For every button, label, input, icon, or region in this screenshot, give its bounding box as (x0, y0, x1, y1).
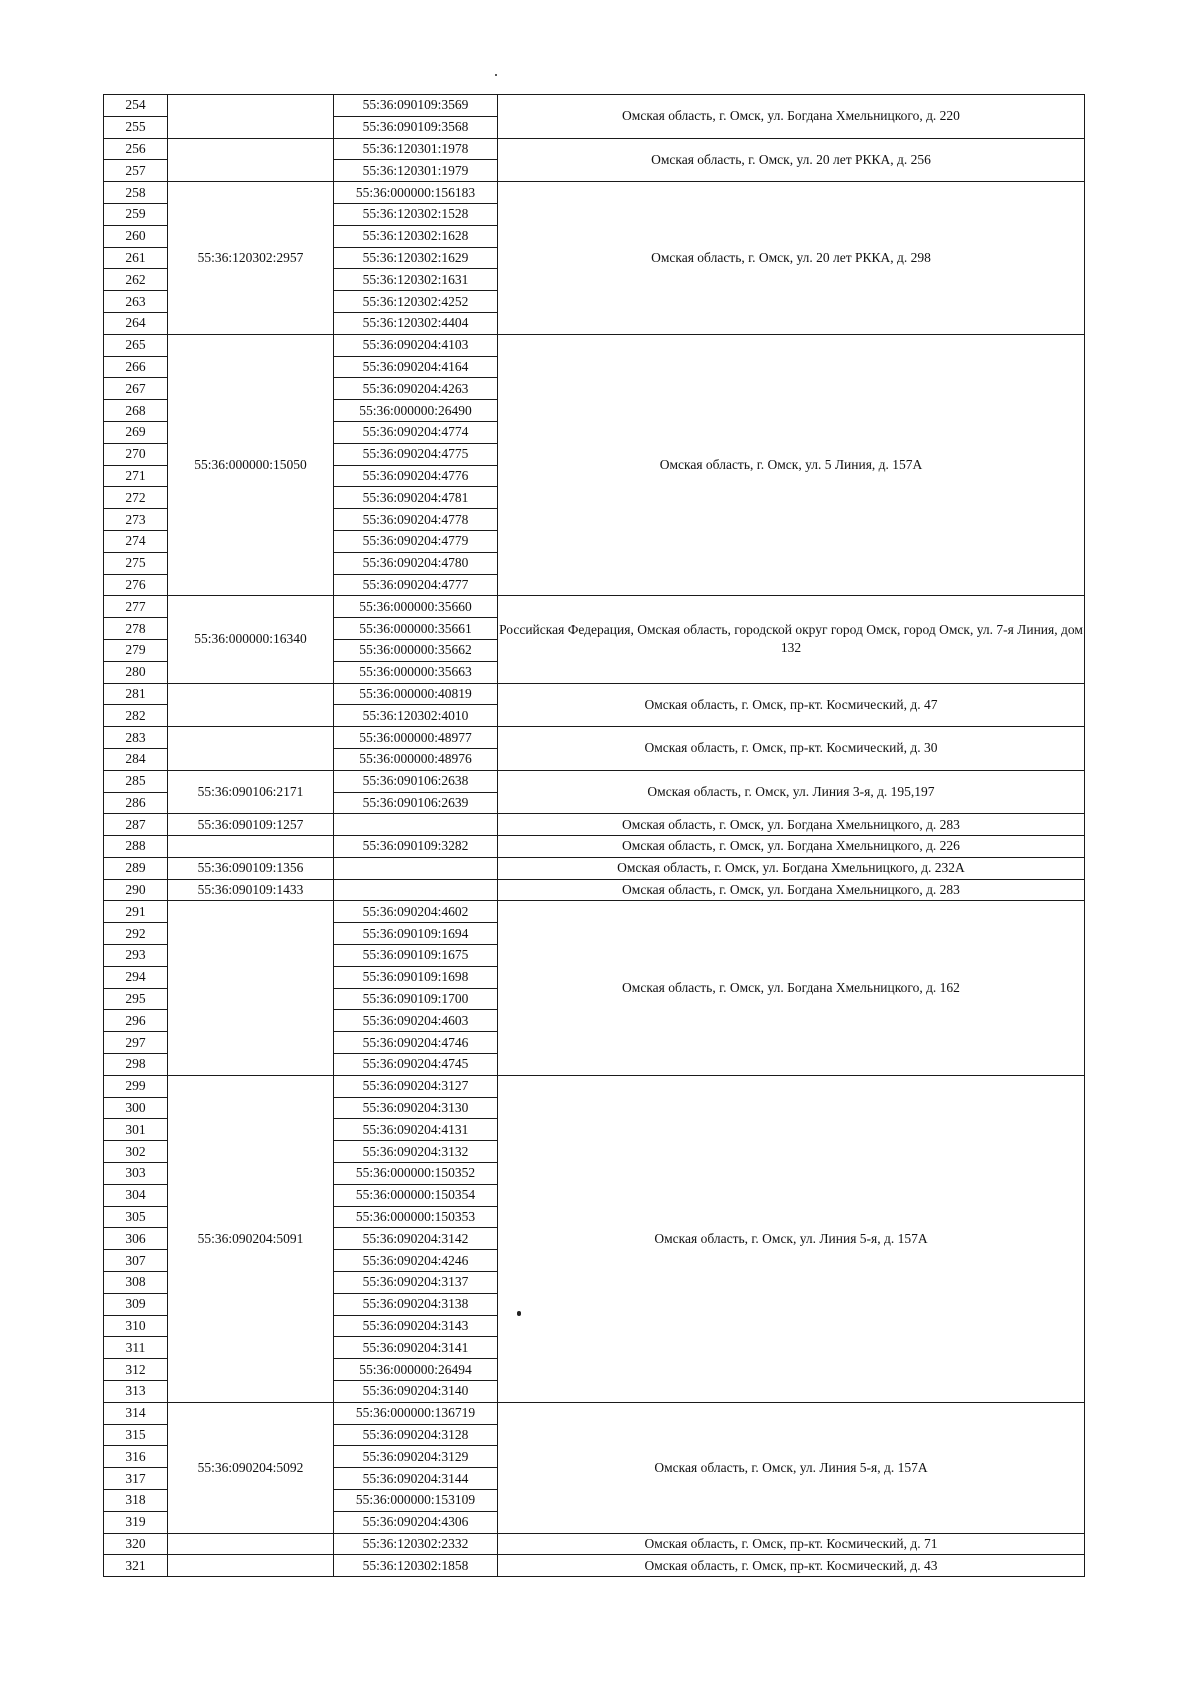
row-number: 275 (104, 552, 168, 574)
object-cadastral-number: 55:36:120302:4010 (334, 705, 498, 727)
table-row (104, 95, 1085, 117)
table-row (104, 901, 1085, 923)
row-number: 285 (104, 770, 168, 792)
address: Омская область, г. Омск, ул. 20 лет РККА, д. 256 (498, 138, 1085, 182)
scan-mark (517, 1311, 521, 1316)
object-cadastral-number: 55:36:090109:3282 (334, 836, 498, 858)
row-number: 297 (104, 1032, 168, 1054)
row-number: 290 (104, 879, 168, 901)
table-row (104, 334, 1085, 356)
object-cadastral-number: 55:36:000000:35661 (334, 618, 498, 640)
table-row (104, 770, 1085, 792)
row-number: 309 (104, 1293, 168, 1315)
object-cadastral-number: 55:36:090204:4777 (334, 574, 498, 596)
address: Омская область, г. Омск, ул. Линия 5-я, д. 157А (498, 1402, 1085, 1533)
object-cadastral-number: 55:36:090204:4603 (334, 1010, 498, 1032)
object-cadastral-number: 55:36:090106:2639 (334, 792, 498, 814)
row-number: 282 (104, 705, 168, 727)
object-cadastral-number: 55:36:090204:4131 (334, 1119, 498, 1141)
object-cadastral-number: 55:36:000000:136719 (334, 1402, 498, 1424)
object-cadastral-number: 55:36:090204:3132 (334, 1141, 498, 1163)
address: Омская область, г. Омск, ул. 5 Линия, д. 157А (498, 334, 1085, 596)
object-cadastral-number: 55:36:090204:3127 (334, 1075, 498, 1097)
parent-cadastral-number (168, 901, 334, 1075)
address: Омская область, г. Омск, ул. Богдана Хмельницкого, д. 283 (498, 814, 1085, 836)
parent-cadastral-number: 55:36:090204:5092 (168, 1402, 334, 1533)
object-cadastral-number: 55:36:090109:1675 (334, 945, 498, 967)
parent-cadastral-number (168, 138, 334, 182)
object-cadastral-number: 55:36:120302:1528 (334, 203, 498, 225)
row-number: 301 (104, 1119, 168, 1141)
row-number: 307 (104, 1250, 168, 1272)
object-cadastral-number: 55:36:000000:35660 (334, 596, 498, 618)
object-cadastral-number: 55:36:120301:1978 (334, 138, 498, 160)
object-cadastral-number: 55:36:090204:3137 (334, 1272, 498, 1294)
row-number: 310 (104, 1315, 168, 1337)
object-cadastral-number: 55:36:000000:26494 (334, 1359, 498, 1381)
object-cadastral-number: 55:36:090106:2638 (334, 770, 498, 792)
row-number: 312 (104, 1359, 168, 1381)
row-number: 296 (104, 1010, 168, 1032)
address: Омская область, г. Омск, пр-кт. Космический, д. 47 (498, 683, 1085, 727)
object-cadastral-number: 55:36:120302:1858 (334, 1555, 498, 1577)
object-cadastral-number: 55:36:090204:4776 (334, 465, 498, 487)
row-number: 302 (104, 1141, 168, 1163)
row-number: 294 (104, 966, 168, 988)
row-number: 305 (104, 1206, 168, 1228)
address: Омская область, г. Омск, ул. Богдана Хмельницкого, д. 162 (498, 901, 1085, 1075)
row-number: 311 (104, 1337, 168, 1359)
object-cadastral-number: 55:36:090204:4103 (334, 334, 498, 356)
object-cadastral-number: 55:36:090204:4780 (334, 552, 498, 574)
row-number: 260 (104, 225, 168, 247)
table-row (104, 596, 1085, 618)
object-cadastral-number: 55:36:090204:4602 (334, 901, 498, 923)
object-cadastral-number: 55:36:090204:4164 (334, 356, 498, 378)
row-number: 306 (104, 1228, 168, 1250)
object-cadastral-number: 55:36:000000:150352 (334, 1163, 498, 1185)
row-number: 264 (104, 312, 168, 334)
row-number: 272 (104, 487, 168, 509)
parent-cadastral-number: 55:36:000000:15050 (168, 334, 334, 596)
object-cadastral-number: 55:36:090204:4775 (334, 443, 498, 465)
object-cadastral-number: 55:36:090109:3568 (334, 116, 498, 138)
object-cadastral-number: 55:36:090204:3128 (334, 1424, 498, 1446)
parent-cadastral-number: 55:36:090204:5091 (168, 1075, 334, 1402)
table-row (104, 1075, 1085, 1097)
table-row (104, 683, 1085, 705)
row-number: 289 (104, 857, 168, 879)
table-row (104, 1555, 1085, 1577)
row-number: 321 (104, 1555, 168, 1577)
row-number: 257 (104, 160, 168, 182)
address: Омская область, г. Омск, пр-кт. Космический, д. 71 (498, 1533, 1085, 1555)
object-cadastral-number: 55:36:090204:4781 (334, 487, 498, 509)
row-number: 304 (104, 1184, 168, 1206)
row-number: 277 (104, 596, 168, 618)
object-cadastral-number: 55:36:120301:1979 (334, 160, 498, 182)
object-cadastral-number: 55:36:090204:4263 (334, 378, 498, 400)
object-cadastral-number: 55:36:090204:3144 (334, 1468, 498, 1490)
object-cadastral-number: 55:36:120302:1631 (334, 269, 498, 291)
row-number: 274 (104, 530, 168, 552)
row-number: 286 (104, 792, 168, 814)
parent-cadastral-number (168, 836, 334, 858)
row-number: 256 (104, 138, 168, 160)
object-cadastral-number: 55:36:000000:35662 (334, 639, 498, 661)
row-number: 313 (104, 1381, 168, 1403)
row-number: 267 (104, 378, 168, 400)
object-cadastral-number: 55:36:090204:3142 (334, 1228, 498, 1250)
object-cadastral-number: 55:36:120302:4252 (334, 291, 498, 313)
address: Омская область, г. Омск, ул. Богдана Хмельницкого, д. 232А (498, 857, 1085, 879)
object-cadastral-number: 55:36:000000:150354 (334, 1184, 498, 1206)
row-number: 293 (104, 945, 168, 967)
parent-cadastral-number (168, 727, 334, 771)
row-number: 270 (104, 443, 168, 465)
object-cadastral-number: 55:36:000000:35663 (334, 661, 498, 683)
object-cadastral-number (334, 879, 498, 901)
address: Омская область, г. Омск, ул. 20 лет РККА, д. 298 (498, 182, 1085, 335)
object-cadastral-number: 55:36:000000:150353 (334, 1206, 498, 1228)
parent-cadastral-number: 55:36:090106:2171 (168, 770, 334, 814)
object-cadastral-number: 55:36:000000:156183 (334, 182, 498, 204)
parent-cadastral-number (168, 95, 334, 139)
row-number: 295 (104, 988, 168, 1010)
object-cadastral-number: 55:36:120302:2332 (334, 1533, 498, 1555)
row-number: 314 (104, 1402, 168, 1424)
row-number: 291 (104, 901, 168, 923)
object-cadastral-number: 55:36:000000:48976 (334, 748, 498, 770)
row-number: 268 (104, 400, 168, 422)
object-cadastral-number: 55:36:090204:4774 (334, 421, 498, 443)
row-number: 266 (104, 356, 168, 378)
table-row (104, 879, 1085, 901)
object-cadastral-number: 55:36:090109:3569 (334, 95, 498, 117)
parent-cadastral-number (168, 1555, 334, 1577)
object-cadastral-number: 55:36:090204:3140 (334, 1381, 498, 1403)
row-number: 276 (104, 574, 168, 596)
row-number: 262 (104, 269, 168, 291)
parent-cadastral-number (168, 683, 334, 727)
row-number: 273 (104, 509, 168, 531)
address: Омская область, г. Омск, ул. Богдана Хмельницкого, д. 220 (498, 95, 1085, 139)
row-number: 271 (104, 465, 168, 487)
land-plots-table (103, 94, 1085, 1577)
row-number: 284 (104, 748, 168, 770)
scan-speck (495, 74, 497, 76)
row-number: 299 (104, 1075, 168, 1097)
table-row (104, 814, 1085, 836)
object-cadastral-number: 55:36:000000:48977 (334, 727, 498, 749)
row-number: 265 (104, 334, 168, 356)
object-cadastral-number: 55:36:120302:4404 (334, 312, 498, 334)
row-number: 318 (104, 1490, 168, 1512)
address: Омская область, г. Омск, ул. Линия 5-я, д. 157А (498, 1075, 1085, 1402)
address: Омская область, г. Омск, пр-кт. Космический, д. 30 (498, 727, 1085, 771)
address: Российская Федерация, Омская область, городской округ город Омск, город Омск, ул. 7-я Линия, дом 132 (498, 596, 1085, 683)
address: Омская область, г. Омск, пр-кт. Космический, д. 43 (498, 1555, 1085, 1577)
object-cadastral-number: 55:36:000000:40819 (334, 683, 498, 705)
object-cadastral-number: 55:36:000000:153109 (334, 1490, 498, 1512)
parent-cadastral-number: 55:36:120302:2957 (168, 182, 334, 335)
row-number: 255 (104, 116, 168, 138)
object-cadastral-number: 55:36:090204:3130 (334, 1097, 498, 1119)
address: Омская область, г. Омск, ул. Линия 3-я, д. 195,197 (498, 770, 1085, 814)
address: Омская область, г. Омск, ул. Богдана Хмельницкого, д. 283 (498, 879, 1085, 901)
object-cadastral-number: 55:36:090109:1700 (334, 988, 498, 1010)
object-cadastral-number: 55:36:090204:4246 (334, 1250, 498, 1272)
row-number: 261 (104, 247, 168, 269)
object-cadastral-number: 55:36:090204:4779 (334, 530, 498, 552)
table-row (104, 857, 1085, 879)
row-number: 320 (104, 1533, 168, 1555)
row-number: 281 (104, 683, 168, 705)
object-cadastral-number: 55:36:090204:3143 (334, 1315, 498, 1337)
row-number: 278 (104, 618, 168, 640)
parent-cadastral-number (168, 1533, 334, 1555)
parent-cadastral-number: 55:36:000000:16340 (168, 596, 334, 683)
table-row (104, 836, 1085, 858)
table-row (104, 1402, 1085, 1424)
object-cadastral-number: 55:36:090204:4745 (334, 1054, 498, 1076)
object-cadastral-number: 55:36:090204:4746 (334, 1032, 498, 1054)
row-number: 259 (104, 203, 168, 225)
row-number: 279 (104, 639, 168, 661)
row-number: 319 (104, 1511, 168, 1533)
row-number: 263 (104, 291, 168, 313)
row-number: 303 (104, 1163, 168, 1185)
table-body (104, 95, 1085, 1577)
parent-cadastral-number: 55:36:090109:1257 (168, 814, 334, 836)
object-cadastral-number (334, 857, 498, 879)
row-number: 300 (104, 1097, 168, 1119)
row-number: 316 (104, 1446, 168, 1468)
object-cadastral-number: 55:36:000000:26490 (334, 400, 498, 422)
row-number: 317 (104, 1468, 168, 1490)
row-number: 292 (104, 923, 168, 945)
object-cadastral-number: 55:36:090109:1698 (334, 966, 498, 988)
table-row (104, 138, 1085, 160)
object-cadastral-number: 55:36:120302:1629 (334, 247, 498, 269)
object-cadastral-number (334, 814, 498, 836)
row-number: 308 (104, 1272, 168, 1294)
table-row (104, 727, 1085, 749)
table-row (104, 182, 1085, 204)
parent-cadastral-number: 55:36:090109:1356 (168, 857, 334, 879)
row-number: 315 (104, 1424, 168, 1446)
row-number: 280 (104, 661, 168, 683)
address: Омская область, г. Омск, ул. Богдана Хмельницкого, д. 226 (498, 836, 1085, 858)
object-cadastral-number: 55:36:090204:4778 (334, 509, 498, 531)
object-cadastral-number: 55:36:090204:3141 (334, 1337, 498, 1359)
object-cadastral-number: 55:36:090204:3129 (334, 1446, 498, 1468)
row-number: 269 (104, 421, 168, 443)
object-cadastral-number: 55:36:090109:1694 (334, 923, 498, 945)
row-number: 258 (104, 182, 168, 204)
parent-cadastral-number: 55:36:090109:1433 (168, 879, 334, 901)
object-cadastral-number: 55:36:090204:4306 (334, 1511, 498, 1533)
row-number: 298 (104, 1054, 168, 1076)
row-number: 254 (104, 95, 168, 117)
table-row (104, 1533, 1085, 1555)
row-number: 288 (104, 836, 168, 858)
object-cadastral-number: 55:36:090204:3138 (334, 1293, 498, 1315)
row-number: 283 (104, 727, 168, 749)
row-number: 287 (104, 814, 168, 836)
object-cadastral-number: 55:36:120302:1628 (334, 225, 498, 247)
